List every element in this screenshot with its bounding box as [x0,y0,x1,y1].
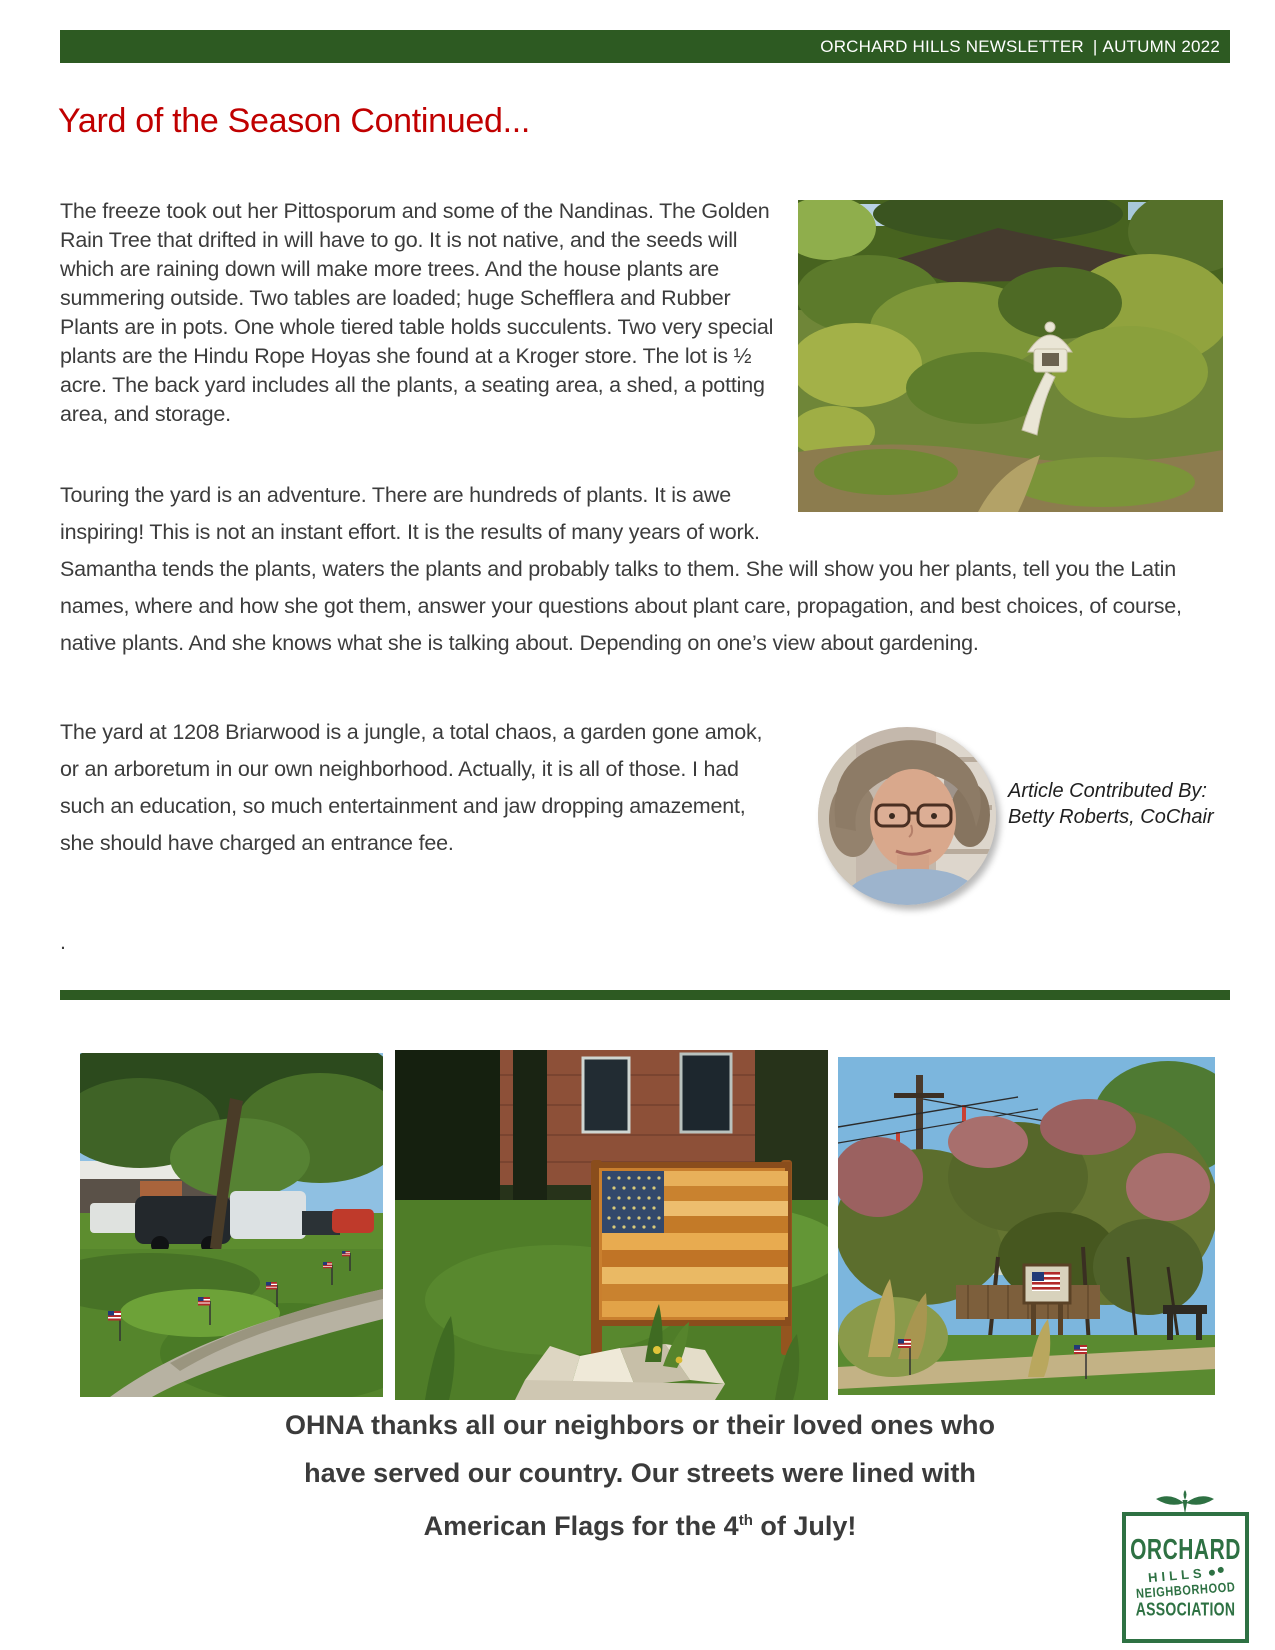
footer-line1: OHNA thanks all our neighbors or their loved ones who [284,1410,996,1440]
garden-photo-illustration [798,200,1223,512]
footer-line3-tail: of July! [752,1511,857,1541]
header-separator: | [1092,36,1098,56]
paragraph-1: The freeze took out her Pittosporum and some of the Nandinas. The Golden Rain Tree that drifted in will have to go. It is not native, and the seeds will which are raining down will make more trees. And the house plants are summering outside. Two tables are loaded; huge Schefflera and Rubber Plants are in pots. One whole tiered table holds succulents. Two very special plants are the Hindu Rope Hoyas she found at a Kroger store. The lot is ½ acre. The back yard includes all the plants, a seating area, a shed, a potting area, and storage. [60,199,774,426]
logo-box [1122,1512,1249,1643]
logo-association: ASSOCIATION [1135,1598,1236,1619]
paragraph-2-wrap [60,477,1185,662]
attribution-line1: Article Contributed By: [1008,780,1207,802]
attribution [1008,778,1214,830]
paragraph-3: The yard at 1208 Briarwood is a jungle, a total chaos, a garden gone amok, or an arboretum in our own neighborhood. Actually, it is all of those. I had such an education, so much entertainment and jaw dropping amazement, she should have charged an entrance fee. [60,720,763,855]
author-portrait-illustration [818,727,996,905]
flags-sidewalk-photo [80,1053,383,1397]
flags-sidewalk-illustration [80,1053,383,1397]
stray-period: . [60,930,66,954]
footer-line2: have served our country. Our streets were lined with [304,1457,976,1488]
logo-orchard: ORCHARD [1130,1534,1241,1566]
section-divider [60,990,1230,1000]
header-title: ORCHARD HILLS NEWSLETTER [820,36,1084,56]
wooden-flag-illustration [395,1050,828,1400]
sprout-icon [1152,1490,1218,1514]
header-bar [60,30,1230,63]
garden-photo [798,200,1223,512]
footer-line3-text: American Flags for the 4 [423,1511,739,1541]
tree-icon [1217,1566,1224,1573]
paragraph-2: Touring the yard is an adventure. There are hundreds of plants. It is awe inspiring! This is not an instant effort. It is the results of many years of work. Samantha tends the plants, waters the plants and probably talks to them. She will show you her plants, tell you the Latin names, where and how she got them, answer your questions about plant care, propagation, and best choices, of course, native plants. And she knows what she is talking about. Depending on one’s view about gardening. [60,483,1182,655]
page-title: Yard of the Season Continued... [58,102,531,140]
logo-hills: HILLS [1147,1564,1206,1585]
park-sign-photo [838,1057,1215,1395]
rock-border [515,1344,725,1400]
footer-line3 [230,1497,1050,1551]
footer-message [230,1402,1050,1551]
header-issue: AUTUMN 2022 [1102,36,1220,56]
text-wrap-spacer [765,477,1185,515]
attribution-line2: Betty Roberts, CoChair [1008,806,1214,828]
tree-icon [1208,1569,1215,1576]
logo-neighborhood: NEIGHBORHOOD [1135,1579,1236,1602]
ohna-logo [1122,1490,1249,1643]
author-photo [818,727,996,905]
park-sign-illustration [838,1057,1215,1395]
footer-line3-sup: th [738,1512,753,1529]
wooden-flag-photo [395,1050,828,1400]
